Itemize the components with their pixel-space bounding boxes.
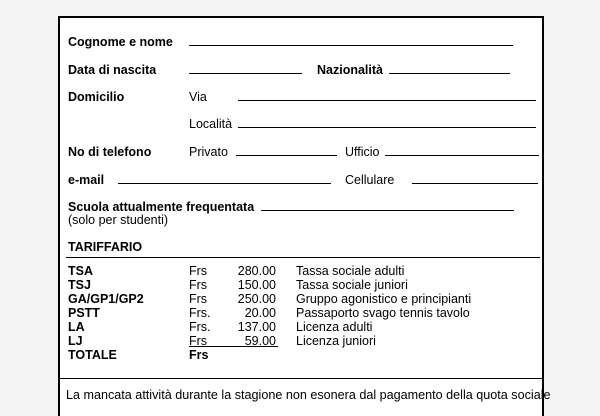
field-telefono-ufficio[interactable] — [385, 155, 539, 156]
table-row-amount: 20.00 — [244, 306, 276, 320]
field-cellulare[interactable] — [412, 183, 538, 184]
table-row-amount: 59.00 — [244, 334, 276, 348]
table-row-desc: Gruppo agonistico e principianti — [296, 292, 472, 306]
field-via[interactable] — [238, 100, 536, 101]
table-row-currency: Frs — [189, 292, 208, 306]
table-row-code: TSA — [68, 264, 93, 278]
field-data-nascita[interactable] — [189, 73, 302, 74]
label-telefono: No di telefono — [68, 145, 152, 159]
label-scuola: Scuola attualmente frequentata — [68, 200, 255, 214]
table-row-currency: Frs. — [189, 306, 211, 320]
table-row-desc: Passaporto svago tennis tavolo — [296, 306, 470, 320]
field-nazionalita[interactable] — [389, 73, 510, 74]
total-currency: Frs — [189, 348, 209, 362]
table-row-amount: 137.00 — [237, 320, 276, 334]
tariffario-divider — [66, 257, 540, 258]
label-via: Via — [189, 90, 207, 104]
label-nazionalita: Nazionalità — [317, 63, 383, 77]
table-row-desc: Licenza juniori — [296, 334, 376, 348]
table-row-currency: Frs. — [189, 320, 211, 334]
table-row-amount: 280.00 — [237, 264, 276, 278]
label-domicilio: Domicilio — [68, 90, 125, 104]
subtotal-underline — [189, 346, 278, 347]
table-row-amount: 150.00 — [237, 278, 276, 292]
label-ufficio: Ufficio — [345, 145, 380, 159]
total-label: TOTALE — [68, 348, 117, 362]
label-privato: Privato — [189, 145, 228, 159]
table-row-desc: Licenza adulti — [296, 320, 373, 334]
table-row-amount: 250.00 — [237, 292, 276, 306]
label-data-nascita: Data di nascita — [68, 63, 157, 77]
field-email[interactable] — [118, 183, 331, 184]
footer-divider — [60, 378, 542, 379]
table-row-currency: Frs — [189, 264, 208, 278]
field-localita[interactable] — [238, 127, 536, 128]
tariffario-heading: TARIFFARIO — [68, 240, 143, 254]
label-email: e-mail — [68, 173, 105, 187]
footer-note: La mancata attività durante la stagione non esonera dal pagamento della quota sociale — [66, 388, 551, 402]
table-row-desc: Tassa sociale juniori — [296, 278, 408, 292]
field-scuola[interactable] — [261, 210, 514, 211]
label-scuola-note: (solo per studenti) — [68, 213, 169, 227]
label-localita: Località — [189, 117, 233, 131]
table-row-code: PSTT — [68, 306, 100, 320]
table-row-currency: Frs — [189, 278, 208, 292]
field-telefono-privato[interactable] — [236, 155, 337, 156]
field-cognome-nome[interactable] — [189, 45, 513, 46]
table-row-currency: Frs — [189, 334, 208, 348]
label-cognome-nome: Cognome e nome — [68, 35, 173, 49]
table-row-code: GA/GP1/GP2 — [68, 292, 144, 306]
label-cellulare: Cellulare — [345, 173, 395, 187]
table-row-code: LJ — [68, 334, 83, 348]
table-row-code: LA — [68, 320, 85, 334]
table-row-code: TSJ — [68, 278, 91, 292]
membership-form — [58, 16, 551, 416]
table-row-desc: Tassa sociale adulti — [296, 264, 405, 278]
